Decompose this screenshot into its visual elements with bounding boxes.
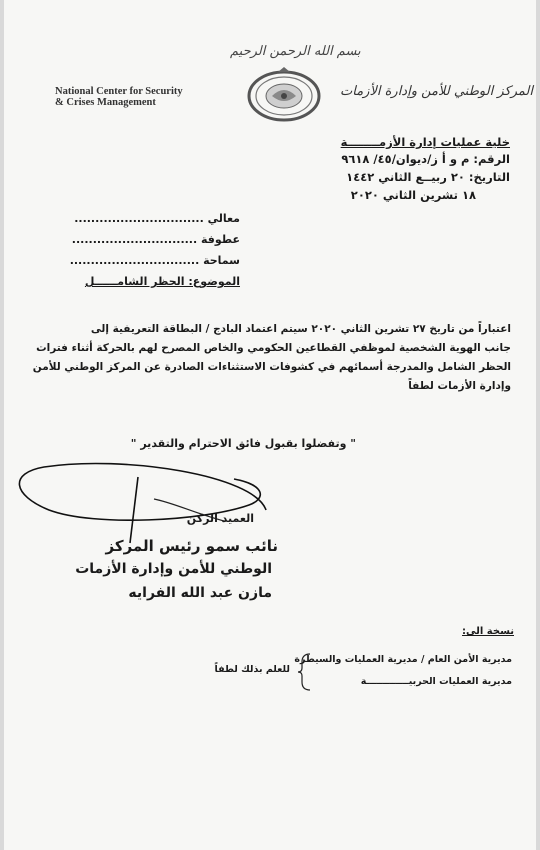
signatory-role-2: الوطني للأمن وإدارة الأزمات [75, 561, 272, 577]
national-center-emblem-icon [244, 66, 324, 122]
reference-number: الرقم: م و أ ز/ديوان/٤٥/ ٩٦١٨ [341, 152, 510, 166]
unit-title: خلية عمليات إدارة الأزمــــــــة [340, 135, 510, 149]
letter-page [4, 0, 536, 850]
subject-line: الموضوع: الحظر الشامــــــل [84, 275, 240, 288]
copies-brace [296, 652, 314, 692]
body-line-1: اعتباراً من تاريخ ٢٧ تشرين الثاني ٢٠٢٠ سيتم اعتماد البادج / البطاقة التعريفية إلى [90, 323, 511, 335]
closing-line: " وتفضلوا بقبول فائق الاحترام والتقدير " [130, 437, 356, 450]
recipient-line-2: عطوفة .............................. [71, 233, 240, 246]
org-name-ar: المركز الوطني للأمن وإدارة الأزمات [340, 84, 533, 99]
copies-label: نسخة الى: [462, 626, 514, 637]
org-name-en-line1: National Center for Security [55, 86, 183, 97]
basmala: بسم الله الرحمن الرحيم [230, 44, 361, 59]
copies-note: للعلم بذلك لطفاً [214, 664, 290, 675]
signatory-rank: العميد الركن [186, 512, 254, 525]
body-line-4: وإدارة الأزمات لطفاً [408, 380, 511, 392]
date-hijri: التاريخ: ٢٠ ربيــع الثاني ١٤٤٢ [346, 170, 510, 184]
copy-recipient-1: مديرية الأمن العام / مديرية العمليات والسيطرة [294, 654, 512, 665]
recipient-line-3: سماحة ............................... [69, 254, 240, 267]
recipient-line-1: معالي ............................... [74, 212, 240, 225]
handwritten-signature [4, 455, 284, 545]
body-line-3: الحظر الشامل والمدرجة أسمائهم في كشوفات الاستثناءات الصادرة عن المركز الوطني للأمن [32, 361, 511, 373]
signatory-name: مازن عبد الله الفرايه [128, 585, 272, 601]
org-name-en-line2: & Crises Management [55, 97, 156, 108]
date-gregorian: ١٨ تشرين الثاني ٢٠٢٠ [350, 188, 476, 202]
copy-recipient-2: مديرية العمليات الحربيـــــــــــــة [360, 676, 512, 687]
body-line-2: جانب الهوية الشخصية لموظفي القطاعين الحكومي والخاص المصرح لهم بالحركة أثناء فترات [36, 342, 511, 354]
signatory-role-1: نائب سمو رئيس المركز [105, 537, 278, 555]
